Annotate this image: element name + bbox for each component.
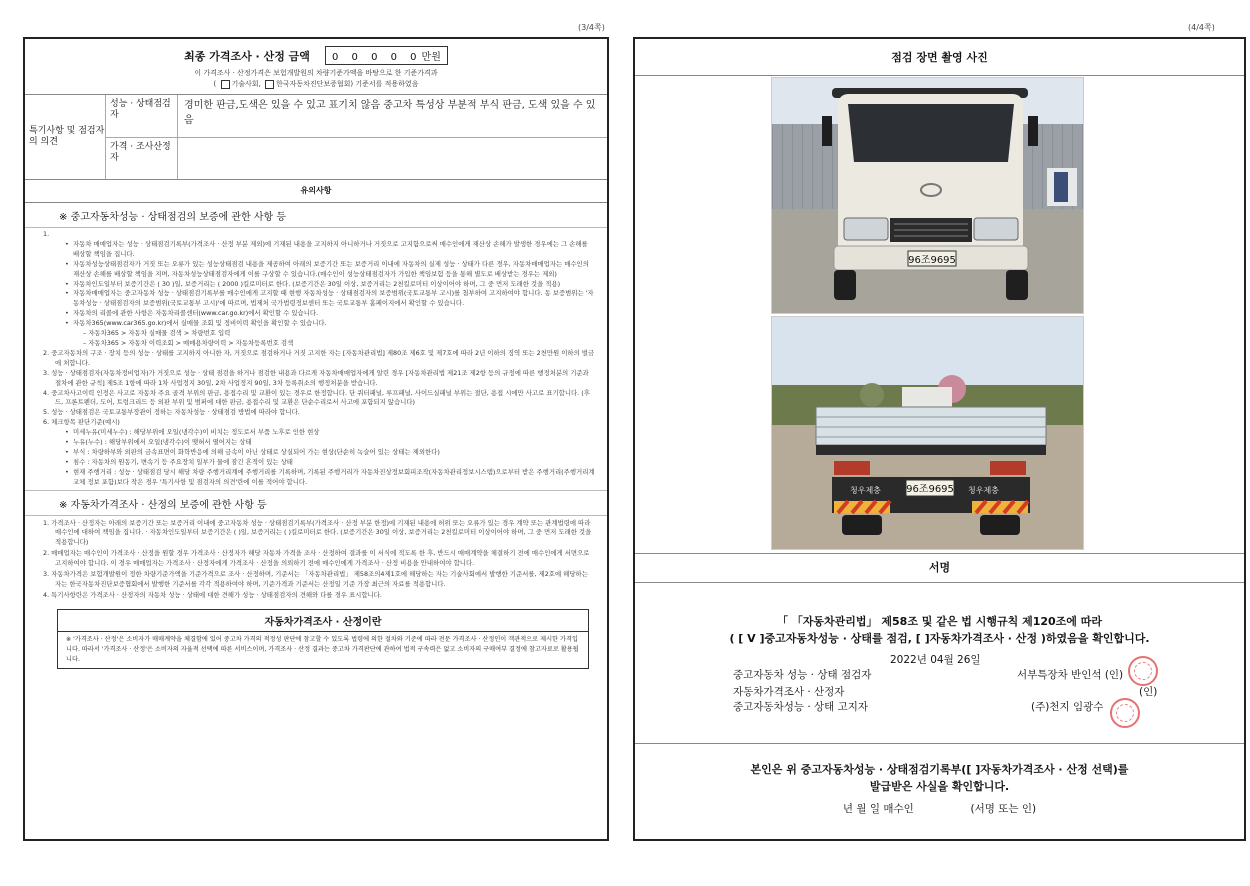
divider	[635, 743, 1244, 744]
list-item: • 자동차인도일부터 보증기간은 ( 30 )일, 보증거리는 ( 2000 )킬로미터로 한다. (보증기간은 30일 이상, 보증거리는 2천킬로미터 이상이어야 하며, 그 중 먼저 도래한 것을 적용)	[43, 280, 595, 290]
truck-front-image	[772, 78, 1083, 313]
final-price-unit: 만원	[421, 52, 441, 63]
appraiser-opinion-value	[178, 138, 607, 180]
issuance-confirm-line2: 발급받은 사실을 확인합니다.	[869, 780, 1010, 793]
truck-front-photo	[771, 77, 1084, 314]
list-item: 3. 성능 · 상태점검자(자동차정비업자)가 거짓으로 성능 · 상태 점검을 하거나 점검한 내용과 다르게 자동차매매업자에게 알린 경우 [자동차관리법 제21조 제2항 등의 규정에 따른 행정처분의 기준과 절차에 관한 규칙] 제5조 1항에 따라 1차 사업정지 30일, 2차 사업정지 90일, 3차 등록취소의 행정처분을 받습니다.	[43, 368, 589, 387]
list-item: • 자동차성능상태점검자가 거짓 또는 오류가 있는 성능상태점검 내용을 제공하여 아래의 보증기간 또는 보증거리 이내에 자동차의 실제 성능 · 상태가 다른 경우, 자동차매매업자는 매수인의 재산상 손해를 배상할 책임을 지며, 자동차성능상태점검자에게 이를 구상할 수 있습니다.(매수인이 성능상태점검자가 가입한 책임보험 등을 통해 별도로 배상받는 경우는 제외)	[43, 260, 595, 280]
front-plate: 96조9695	[908, 255, 956, 266]
inspector-seal-stamp	[1128, 656, 1158, 686]
truck-rear-photo	[771, 316, 1084, 550]
list-item: 2. 중고자동차의 구조 · 장치 등의 성능 · 상태를 고지하지 아니한 자, 거짓으로 점검하거나 거짓 고지한 자는 [자동차관리법] 제80조 제6호 및 제7호에 따라 2년 이하의 징역 또는 2천만원 이하의 벌금에 처합니다.	[43, 348, 595, 367]
buyer-signature-line	[635, 801, 1244, 816]
price-note-line1: 이 가격조사 · 산정가격은 보험개발원의 차량기준가액을 바탕으로 한 기준가격과	[194, 69, 438, 77]
list-item: 5. 성능 · 상태점검은 국토교통부장관이 정하는 자동차성능 · 상태점검 방법에 따라야 합니다.	[43, 408, 300, 417]
list-item: • 자동차의 리콜에 관한 사항은 자동차리콜센터(www.car.go.kr)에서 확인할 수 있습니다.	[43, 309, 595, 319]
appraisal-warranty-heading: ※ 자동차가격조사 · 산정의 보증에 관한 사항 등	[25, 490, 607, 516]
list-item: • 자동차 매매업자는 성능 · 상태점검기록부(가격조사 · 산정 부분 제외)에 기재된 내용을 고지하지 아니하거나 거짓으로 고지함으로써 매수인에게 재산상 손해가 발생한 경우에는 그 손해를 배상할 책임을 집니다.	[43, 240, 595, 260]
inspector-role: 중고자동차 성능 · 상태 점검자	[733, 669, 872, 681]
final-price-amount-box	[325, 46, 448, 65]
left-page-number: (3/4쪽)	[578, 23, 605, 32]
issuance-confirm-line1: 본인은 위 중고자동차성능 · 상태점검기록부([ ]자동차가격조사 · 산정 선택)를	[750, 763, 1129, 776]
signature-date: 2022년 04월 26일	[890, 654, 981, 666]
list-item: 4. 중고차사고이력 인정은 사고로 자동차 주요 골격 부위의 판금, 용접수리 및 교환이 있는 경우로 한정합니다. 단 쿼터패널, 루프패널, 사이드실패널 부위는 절단, 용접 시에만 사고로 표기합니다. (후드, 프론트펜더, 도어, 트렁크리드 등 외판 부위 및 범퍼에 대한 판금, 용접수리 및 교환은 단순수리로서 사고에 포함되지 않습니다)	[43, 388, 590, 407]
price-note-line2: ( 기술사회, 한국자동차진단보증협회) 기준서를 적용하였음	[213, 80, 419, 88]
list-item: • 자동차매매업자는 중고자동차 성능 · 상태점검기록부를 매수인에게 고지할 때 현행 자동차성능 · 상태점검자의 보증범위(국토교통부 고시)를 첨부하여 고지하여야 합니다. 동 보증범위는 '자동차성능 · 상태점검자의 보증범위(국토교통부 고시)'에 따르며, 법제처 국가법령정보센터 또는 국토교통부 홈페이지에서 확인할 수 있습니다.	[43, 289, 595, 309]
inspection-confirm-line: ( [ V ]중고자동차성능 · 상태를 점검, [ ]자동차가격조사 · 산정 )하였음을 확인합니다.	[729, 632, 1150, 645]
notifier-role: 중고자동차성능 · 상태 고지자	[733, 701, 869, 713]
photo-section-title: 점검 장면 촬영 사진	[635, 39, 1244, 76]
inspection-record-page-4	[633, 37, 1246, 841]
list-item: 1. 가격조사 · 산정자는 아래의 보증기간 또는 보증거리 이내에 중고자동차 성능 · 상태점검기록부(가격조사 · 산정 부분 한정)에 기재된 내용에 허위 또는 오류가 있는 경우 계약 또는 관계법령에 따라 매수인에 대하여 책임을 집니다. · 자동차인도일부터 보증기간은 ( )일, 보증거리는 ( )킬로미터로 한다. (보증기간은 30일 이상, 보증거리는 2천킬로미터 이상이어야 하며, 그 중 먼저 도래한 것을 적용합니다)	[43, 518, 592, 547]
notifier-seal-stamp	[1110, 698, 1140, 728]
final-price-title: 최종 가격조사 · 산정 금액	[184, 49, 310, 63]
list-item: – 자동차365 > 자동차 이력조회 > 매매용차량이력 > 자동차등록번호 검색	[83, 338, 294, 347]
buyer-sign-field[interactable]: (서명 또는 인)	[970, 803, 1037, 815]
appraisal-warranty-text	[25, 516, 607, 603]
inspector-opinion-label: 성능 · 상태점검자	[106, 95, 178, 137]
list-item: • 현재 주행거리 : 성능 · 상태점검 당시 해당 차량 주행거리계에 주행거리를 기록하며, 기록된 주행거리가 자동차진상정보회피조작(자동차관리정보시스템)으로부터 받은 주행거리(주행거리계 교체 정보 포함)보다 작은 경우 '특기사항 및 점검자의 의견'란에 이를 적어야 합니다.	[43, 468, 595, 488]
list-item: 3. 자동차가격은 보험개발원이 정한 차량기준가액을 기준가격으로 조사 · 산정하며, 기준서는 「자동차관리법」 제58조의4제1호에 해당하는 자는 기술사회에서 발행한 기준서를, 제2호에 해당하는 자는 한국자동차진단보증협회에서 발행한 기준서를 각각 적용하여야 하며, 기준가격과 기준서는 산정일 기준 가장 최근의 자료를 적용합니다.	[43, 570, 588, 588]
tech-society-label: 기술사회	[231, 80, 259, 88]
truck-rear-image	[772, 317, 1083, 549]
rear-panel-text-left: 청우제충	[850, 486, 881, 495]
appraisal-definition-box	[57, 609, 589, 669]
appraisal-definition-title: 자동차가격조사 · 산정이란	[58, 610, 588, 632]
tech-society-checkbox[interactable]	[221, 80, 230, 89]
list-item: • 침수 : 자동차의 원동기, 변속기 등 주요장치 일부가 물에 잠긴 흔적이 있는 상태	[43, 458, 595, 468]
list-item: • 자동차365(www.car365.go.kr)에서 실매물 조회 및 정비이력 확인을 확인할 수 있습니다.	[43, 319, 595, 329]
notifier-name: (주)천지 임광수	[1031, 701, 1104, 713]
final-price-digits: 0 0 0 0 0	[332, 52, 422, 63]
appraiser-opinion-label: 가격 · 조사산정자	[106, 138, 178, 180]
list-item: • 부식 : 차량하부와 외판의 금속표면이 화학반응에 의해 금속이 아닌 상태로 상실되어 가는 현상(단순히 녹슬어 있는 상태는 제외한다)	[43, 448, 595, 458]
rear-plate: 96조9695	[906, 484, 954, 495]
list-item: 6. 체크항목 판단기준(예시)	[43, 418, 120, 427]
price-basis-note	[25, 68, 607, 90]
rear-panel-text-right: 청우제충	[968, 486, 999, 495]
right-page-number: (4/4쪽)	[1188, 23, 1215, 32]
diagnosis-assoc-checkbox[interactable]	[265, 80, 274, 89]
appraiser-sign: (인)	[1139, 686, 1158, 698]
inspection-warranty-heading: ※ 중고자동차성능 · 상태점검의 보증에 관한 사항 등	[25, 203, 607, 228]
list-item: • 미세누유(미세누수) : 해당부위에 오일(냉각수)이 비치는 정도로서 부품 노후로 인한 현상	[43, 428, 595, 438]
list-item: 1.	[43, 230, 50, 238]
special-notes-label: 특기사항 및 점검자의 의견	[25, 95, 106, 179]
list-item: 2. 매매업자는 매수인이 가격조사 · 산정을 원할 경우 가격조사 · 산정자가 해당 자동차 가격을 조사 · 산정하여 결과를 이 서식에 적도록 한 후, 반드시 매매계약을 체결하기 전에 매수인에게 서면으로 고지하여야 합니다. 이 경우 매매업자는 가격조사 · 산정자에게 가격조사 · 산정을 의뢰하기 전에 매수인에게 가격조사 · 산정 비용을 안내하여야 합니다.	[43, 549, 590, 568]
final-price-section	[25, 39, 607, 95]
appraisal-definition-text: ※ '가격조사 · 산정'은 소비자가 매매계약을 체결함에 있어 중고차 가격의 적정성 판단에 참고할 수 있도록 법령에 의한 절차와 기준에 따라 전문 가격조사 · 산정인이 객관적으로 제시한 가격입니다. 따라서 '가격조사 · 산정'은 소비자의 자율적 선택에 따른 서비스이며, 가격조사 · 산정 결과는 중고차 가격판단에 관하여 법적 구속력은 없고 소비자의 구매여부 결정에 참고자료로 활용됩니다.	[66, 635, 579, 663]
inspection-warranty-text	[25, 228, 607, 490]
buyer-date-label: 년 월 일 매수인	[842, 803, 914, 815]
list-item: – 자동차365 > 자동차 실매물 검색 > 차량번호 입력	[83, 329, 231, 338]
signature-section-title: 서명	[635, 553, 1244, 583]
diagnosis-assoc-label: 한국자동차진단보증협회) 기준서를 적용하였음	[276, 80, 419, 88]
notice-heading: 유의사항	[25, 180, 607, 203]
inspection-record-page-3	[23, 37, 609, 841]
inspector-name: 서부특장차 반인석 (인)	[1017, 669, 1124, 681]
appraiser-role: 자동차가격조사 · 산정자	[733, 686, 845, 698]
legal-basis-line: 「 「자동차관리법」 제58조 및 같은 법 시행규칙 제120조에 따라	[776, 615, 1103, 628]
list-item: • 누유(누수) : 해당부위에서 오일(냉각수)이 맺혀서 떨어지는 상태	[43, 438, 595, 448]
list-item: 4. 특기사항란은 가격조사 · 산정자의 자동차 성능 · 상태에 대한 견해가 성능 · 상태점검자의 견해와 다를 경우 표시합니다.	[43, 590, 382, 599]
inspector-opinion-value: 경미한 판금,도색은 있을 수 있고 표기치 않음 중고차 특성상 부분적 부식 판금, 도색 있을 수 있음	[184, 100, 596, 126]
special-notes-section	[25, 95, 607, 180]
